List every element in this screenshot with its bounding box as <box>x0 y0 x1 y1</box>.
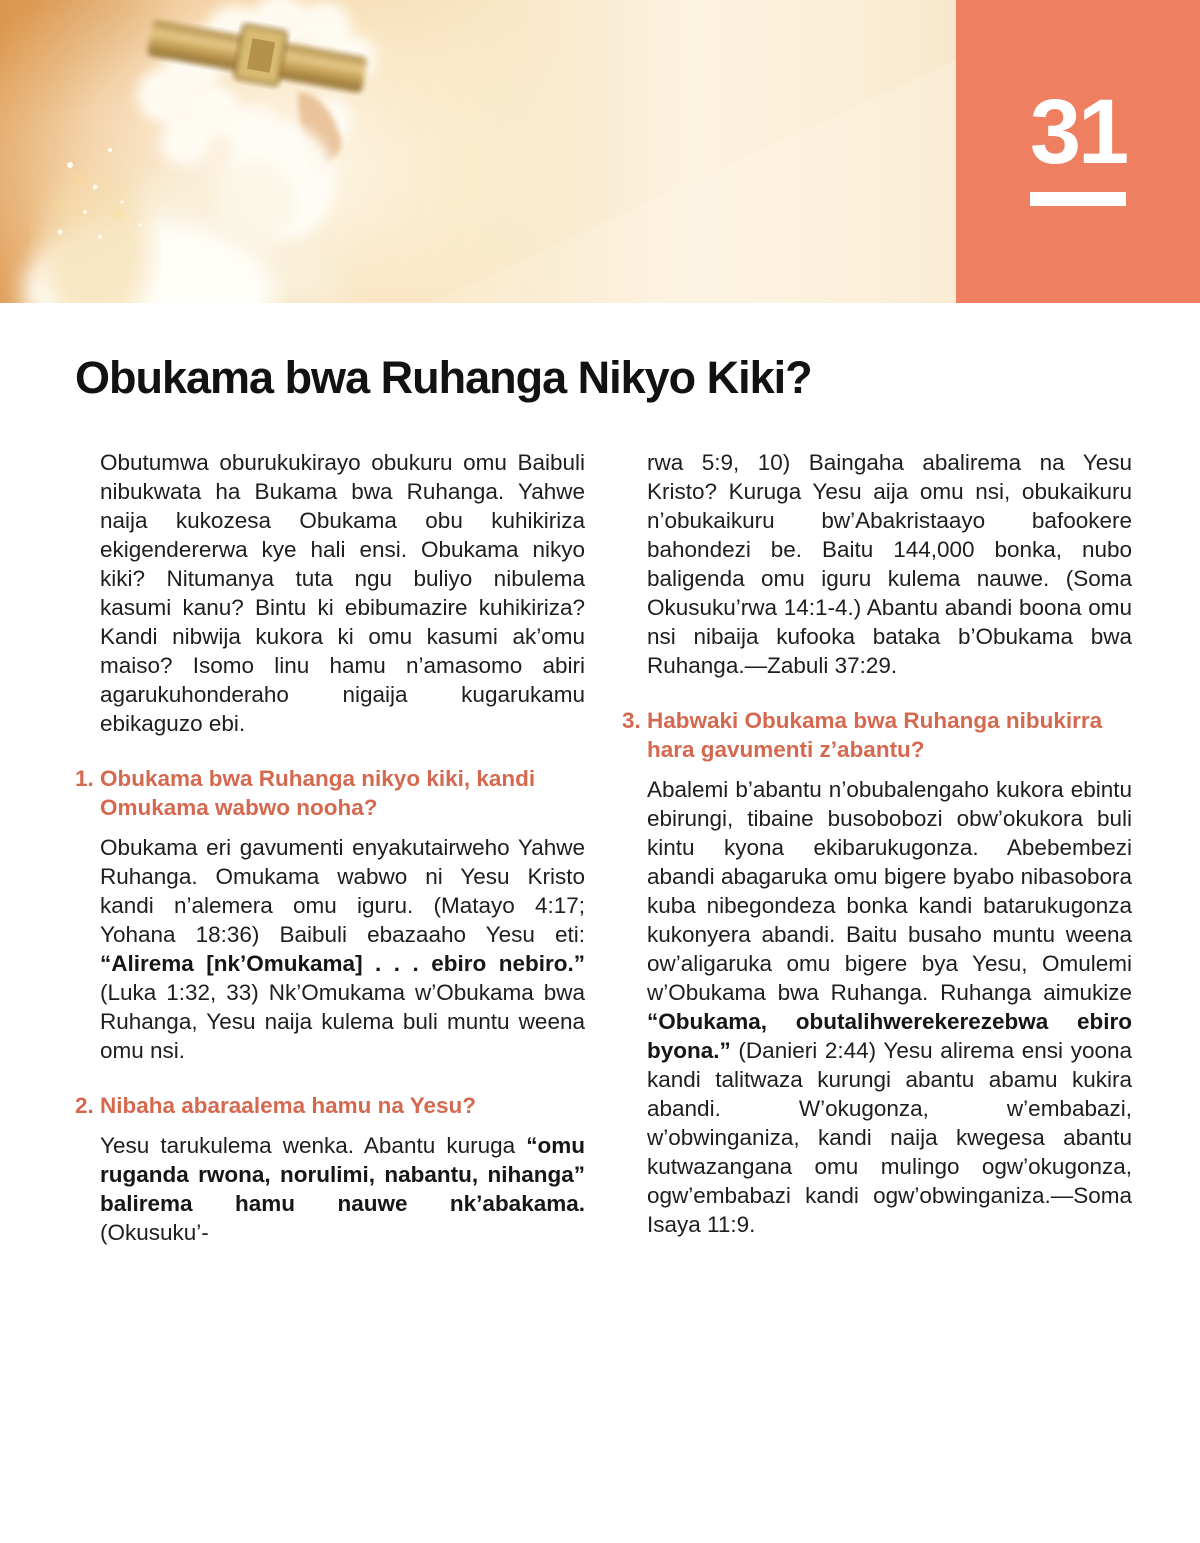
paragraph <box>100 448 585 738</box>
column-left <box>75 448 585 1247</box>
text-segment: (Danieri 2:44) Yesu alirema ensi yoona kandi talitwaza kurungi abantu abamu kukira abandi. W’okugonza, w’embabazi, w’obwinganiza, kandi naija kwegesa abantu kutwazangana omu mulingo ogw’okugonza, ogw’embabazi kandi ogw’obwinganiza.—Soma Isaya 11:9. <box>647 1038 1132 1238</box>
question-text: Nibaha abaraalema hamu na Yesu? <box>100 1093 476 1119</box>
question-heading <box>75 764 585 822</box>
text-segment: rwa 5:9, 10) Baingaha abalirema na Yesu Kristo? Kuruga Yesu aija omu nsi, obukaikuru n’obukaikuru bw’Abakristaayo bafookere bahondezi be. Baitu 144,000 bonka, nubo baligenda omu iguru kulema nauwe. (Soma Okusuku’rwa 14:1-4.) Abantu abandi boona omu nsi nibaija kufooka bataka b’Obukama bwa Ruhanga.—Zabuli 37:29. <box>647 450 1132 679</box>
text-segment: Abalemi b’abantu n’obubalengaho kukora ebintu ebirungi, tibaine busobobozi obw’okukora buli kintu kyona ekibarukugonza. Abebembezi abandi abagaruka omu bigere byabo nibasobora kuba nibegondeza bonka kandi batarukugonza kukonyera abandi. Baitu busaho muntu weena ow’aligaruka omu bigere bya Yesu, Omulemi w’Obukama bwa Ruhanga. Ruhanga aimukize <box>647 777 1132 1006</box>
lesson-number-badge <box>956 0 1200 303</box>
paragraph <box>100 833 585 1065</box>
paragraph <box>100 1131 585 1247</box>
bold-scripture-quote: “Obukama, obutalihwerekerezebwa ebiro byona.” <box>647 1009 1132 1064</box>
text-segment: Yesu tarukulema wenka. Abantu kuruga <box>100 1133 527 1159</box>
question-text: Habwaki Obukama bwa Ruhanga nibukirra hara gavumenti z’abantu? <box>647 708 1103 763</box>
text-segment: Obutumwa oburukukirayo obukuru omu Baibuli nibukwata ha Bukama bwa Ruhanga. Yahwe naija kukozesa Obukama obu kuhikiriza ekigendererwa kye hali ensi. Obukama nikyo kiki? Nitumanya tuta ngu buliyo nibulema kasumi kanu? Bintu ki ebibumazire kuhikiriza? Kandi nibwija kukora ki omu kasumi ak’omu maiso? Isomo linu hamu n’amasomo abiri agarukuhonderaho nigaija kugarukamu ebikaguzo ebi. <box>100 450 585 737</box>
question-number: 3. <box>622 708 641 734</box>
question-text: Obukama bwa Ruhanga nikyo kiki, kandi Omukama wabwo nooha? <box>100 766 536 821</box>
header <box>0 0 1200 303</box>
text-segment: Obukama eri gavumenti enyakutairweho Yahwe Ruhanga. Omukama wabwo ni Yesu Kristo kandi n’alemera omu iguru. (Matayo 4:17; Yohana 18:36) Baibuli ebazaaho Yesu eti: <box>100 835 585 948</box>
question-heading <box>622 706 1132 764</box>
king-illustration <box>0 0 956 303</box>
text-segment: (Okusuku’- <box>100 1220 209 1246</box>
question-number: 2. <box>75 1093 94 1119</box>
lesson-number: 31 <box>1029 81 1127 183</box>
bold-scripture-quote: “omu ruganda rwona, norulimi, nabantu, nihanga” balirema hamu nauwe nk’abakama. <box>100 1133 585 1217</box>
article <box>75 448 1132 1247</box>
column-right <box>622 448 1132 1247</box>
paragraph <box>647 448 1132 680</box>
header-image <box>0 0 956 303</box>
bold-scripture-quote: “Alirema [nk’Omukama] . . . ebiro nebiro.” <box>100 951 585 977</box>
lesson-underline <box>1030 192 1126 206</box>
page-title: Obukama bwa Ruhanga Nikyo Kiki? <box>75 352 812 403</box>
text-segment: (Luka 1:32, 33) Nk’Omukama w’Obukama bwa Ruhanga, Yesu naija kulema buli muntu weena omu nsi. <box>100 980 585 1064</box>
question-heading <box>75 1091 585 1120</box>
question-number: 1. <box>75 766 94 792</box>
paragraph <box>647 775 1132 1239</box>
